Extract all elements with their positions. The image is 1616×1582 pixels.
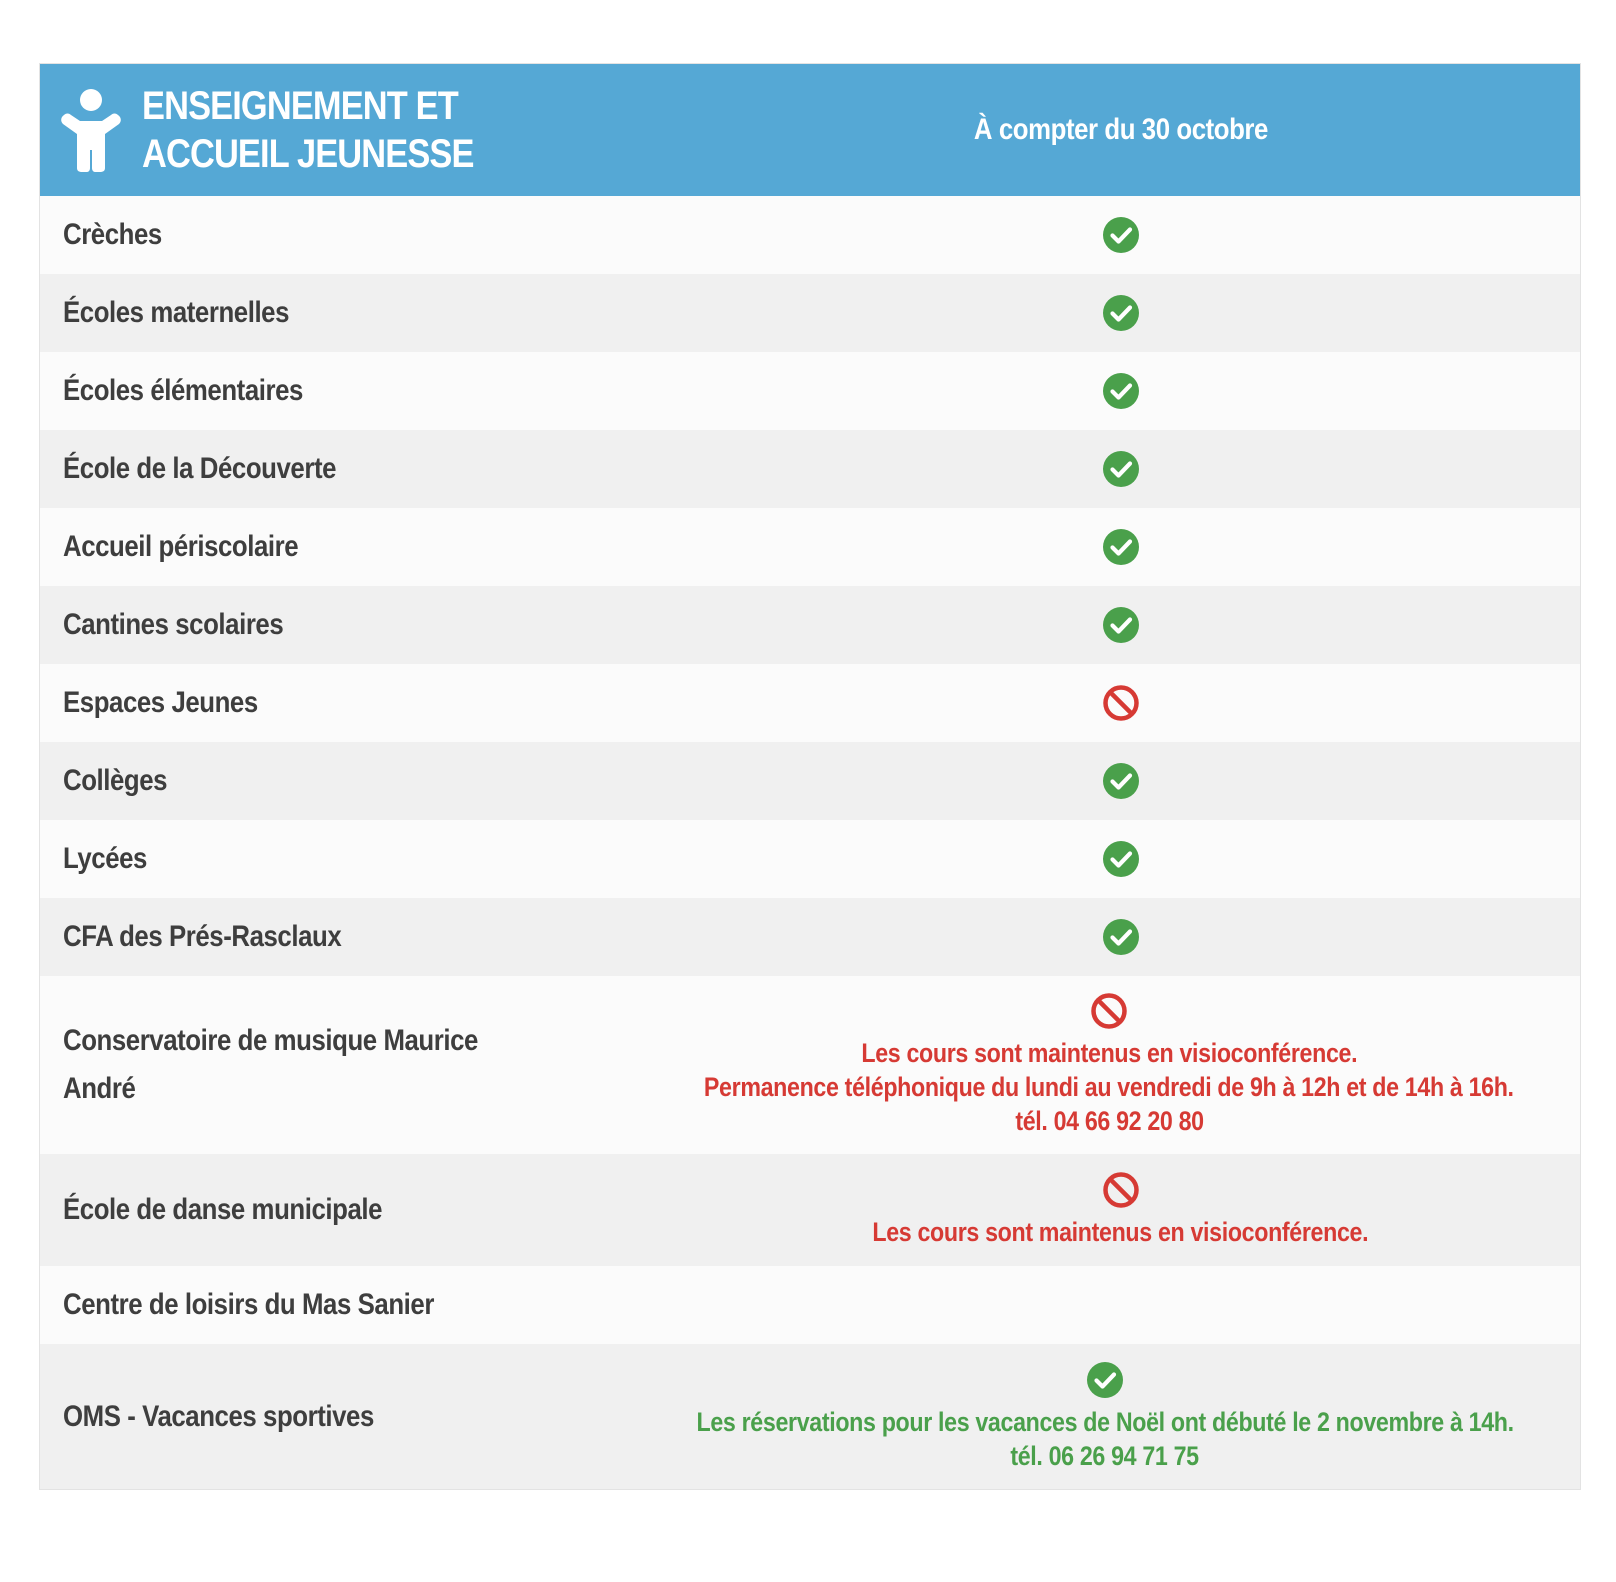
check-circle-icon: [1102, 450, 1140, 488]
page-title: [142, 82, 474, 178]
row-label: [40, 1017, 638, 1113]
table-row-espaces-jeunes: [40, 664, 1580, 742]
check-circle-icon: [1102, 762, 1140, 800]
status-note: tél. 04 66 92 20 80: [1015, 1106, 1204, 1136]
check-circle-icon: [1102, 372, 1140, 410]
row-status: [661, 528, 1580, 566]
row-status: [661, 918, 1580, 956]
row-label: École de danse municipale: [63, 1193, 383, 1226]
row-label: École de la Découverte: [63, 452, 337, 485]
row-status: [661, 606, 1580, 644]
table-row-ecole-danse: [40, 1154, 1580, 1266]
header-title-group: [40, 82, 661, 178]
row-label: OMS - Vacances sportives: [63, 1399, 374, 1433]
status-note: Permanence téléphonique du lundi au vendredi de 9h à 12h et de 14h à 16h.: [704, 1072, 1515, 1102]
table-row-oms: [40, 1344, 1580, 1489]
table-row-accueil-periscolaire: [40, 508, 1580, 586]
status-note: tél. 06 26 94 71 75: [1010, 1440, 1200, 1471]
row-label: Centre de loisirs du Mas Sanier: [63, 1288, 434, 1321]
status-note: Les réservations pour les vacances de Noël ont débuté le 2 novembre à 14h.: [696, 1406, 1514, 1437]
check-circle-icon: [1102, 528, 1140, 566]
row-status: [661, 216, 1580, 254]
column-header-label: À compter du 30 octobre: [973, 113, 1268, 146]
person-icon: [60, 88, 122, 172]
column-header: [661, 113, 1580, 147]
table-row-colleges: [40, 742, 1580, 820]
row-status: [630, 1361, 1580, 1473]
row-status: [638, 992, 1580, 1138]
status-note: Les cours sont maintenus en visioconférence.: [861, 1038, 1358, 1068]
check-circle-icon: [1102, 606, 1140, 644]
row-label: Cantines scolaires: [63, 608, 284, 641]
status-note: Les cours sont maintenus en visioconférence.: [872, 1217, 1369, 1247]
ban-icon: [1102, 684, 1140, 722]
table-row-ecoles-maternelles: [40, 274, 1580, 352]
row-label: Lycées: [63, 842, 147, 875]
row-label: Crèches: [63, 218, 162, 251]
table-row-cfa: [40, 898, 1580, 976]
row-label: Écoles élémentaires: [63, 374, 303, 407]
ban-icon: [1090, 992, 1128, 1030]
check-circle-icon: [1102, 840, 1140, 878]
table-row-centre-loisirs: [40, 1266, 1580, 1344]
table-row-ecoles-elementaires: [40, 352, 1580, 430]
row-label: Écoles maternelles: [63, 296, 290, 329]
row-status: [661, 372, 1580, 410]
row-label: Collèges: [63, 764, 168, 797]
status-table: [39, 63, 1581, 1490]
check-circle-icon: [1102, 294, 1140, 332]
row-status: [661, 840, 1580, 878]
row-label: CFA des Prés-Rasclaux: [63, 920, 342, 953]
table-row-conservatoire: [40, 976, 1580, 1154]
row-status: [661, 684, 1580, 722]
table-row-ecole-decouverte: [40, 430, 1580, 508]
table-row-cantines-scolaires: [40, 586, 1580, 664]
row-label: Espaces Jeunes: [63, 686, 258, 719]
check-circle-icon: [1102, 216, 1140, 254]
row-status: [661, 294, 1580, 332]
row-label-line-2: André: [63, 1072, 136, 1105]
row-status: [661, 1171, 1580, 1249]
table-row-lycees: [40, 820, 1580, 898]
table-header: [40, 64, 1580, 196]
title-line-1: ENSEIGNEMENT ET: [142, 84, 458, 128]
row-label: Accueil périscolaire: [63, 530, 299, 563]
title-line-2: ACCUEIL JEUNESSE: [142, 132, 474, 176]
table-row-creches: [40, 196, 1580, 274]
row-status: [661, 450, 1580, 488]
row-label-line-1: Conservatoire de musique Maurice: [63, 1024, 478, 1057]
check-circle-icon: [1086, 1361, 1124, 1399]
row-status: [661, 762, 1580, 800]
check-circle-icon: [1102, 918, 1140, 956]
ban-icon: [1102, 1171, 1140, 1209]
